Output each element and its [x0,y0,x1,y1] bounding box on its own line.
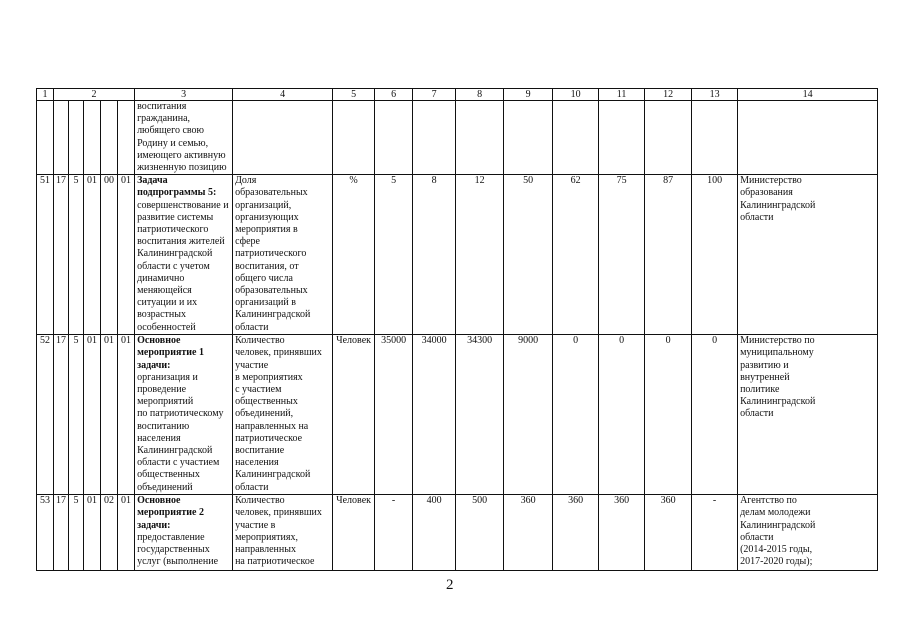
code-cell: 17 [54,175,69,335]
indicator-description: Количество человек, принявших участие в мероприятиях, направленных на патриотическое [233,495,333,571]
row-number: 51 [37,175,54,335]
value-cell: 34000 [413,335,456,495]
header-cell-12: 12 [645,89,692,101]
value-cell: 75 [599,175,645,335]
code-cell: 01 [84,175,101,335]
value-cell: 360 [504,495,553,571]
code-cell: 01 [84,495,101,571]
value-cell: 5 [375,175,413,335]
code-cell: 00 [101,175,118,335]
header-cell-6: 6 [375,89,413,101]
header-cell-10: 10 [553,89,599,101]
value-cell: 12 [456,175,504,335]
header-cell-11: 11 [599,89,645,101]
unit-cell: Человек [333,495,375,571]
value-cell: 8 [413,175,456,335]
code-cell: 5 [69,495,84,571]
value-cell: 87 [645,175,692,335]
value-cell: 360 [645,495,692,571]
header-cell-9: 9 [504,89,553,101]
value-cell: 100 [692,175,738,335]
table-row [37,335,878,495]
value-cell: 35000 [375,335,413,495]
header-cell-14: 14 [738,89,878,101]
task-description: Задача подпрограммы 5: совершенствование и развитие системы патриотического воспитания жителей Калининградской области с учетом динамично меняющейся ситуации и их возрастных особенностей [135,175,233,335]
row-number: 53 [37,495,54,571]
header-cell-5: 5 [333,89,375,101]
value-cell: 62 [553,175,599,335]
value-cell: - [375,495,413,571]
header-cell-8: 8 [456,89,504,101]
value-cell: 400 [413,495,456,571]
header-cell-7: 7 [413,89,456,101]
code-cell: 01 [101,335,118,495]
indicator-description: Количество человек, принявших участие в мероприятиях с участием общественных объединений, направленных на патриотическое воспитание населения Калининградской области [233,335,333,495]
task-description: Основное мероприятие 2 задачи: предоставление государственных услуг (выполнение [135,495,233,571]
value-cell: - [692,495,738,571]
table-row [37,495,878,571]
code-cell: 17 [54,495,69,571]
value-cell: 0 [692,335,738,495]
header-cell-13: 13 [692,89,738,101]
header-cell-1: 1 [37,89,54,101]
header-row [37,89,878,101]
code-cell: 5 [69,335,84,495]
responsible-cell: Министерство образования Калининградской области [738,175,878,335]
header-cell-3: 3 [135,89,233,101]
value-cell: 360 [553,495,599,571]
header-cell-4: 4 [233,89,333,101]
value-cell: 9000 [504,335,553,495]
value-cell: 360 [599,495,645,571]
code-cell: 01 [84,335,101,495]
code-cell: 01 [118,335,135,495]
table-row-continuation [37,101,878,175]
table-row [37,175,878,335]
row-number: 52 [37,335,54,495]
indicator-description: Доля образовательных организаций, организующих мероприятия в сфере патриотического воспитания, от общего числа образовательных организаций в Калининградской области [233,175,333,335]
indicator-table [36,88,878,571]
code-cell: 01 [118,175,135,335]
code-cell: 01 [118,495,135,571]
page-number: 2 [446,577,454,593]
value-cell: 0 [553,335,599,495]
code-cell: 02 [101,495,118,571]
code-cell: 17 [54,335,69,495]
goal-text-cell: воспитания гражданина, любящего свою Родину и семью, имеющего активную жизненную позицию [135,101,233,175]
task-description: Основное мероприятие 1 задачи: организация и проведение мероприятий по патриотическому воспитанию населения Калининградской области с участием общественных объединений [135,335,233,495]
header-cell-2: 2 [54,89,135,101]
unit-cell: % [333,175,375,335]
responsible-cell: Министерство по муниципальному развитию и внутренней политике Калининградской области [738,335,878,495]
responsible-cell: Агентство по делам молодежи Калининградской области (2014-2015 годы, 2017-2020 годы); [738,495,878,571]
value-cell: 34300 [456,335,504,495]
value-cell: 50 [504,175,553,335]
value-cell: 0 [599,335,645,495]
value-cell: 0 [645,335,692,495]
code-cell: 5 [69,175,84,335]
unit-cell: Человек [333,335,375,495]
value-cell: 500 [456,495,504,571]
